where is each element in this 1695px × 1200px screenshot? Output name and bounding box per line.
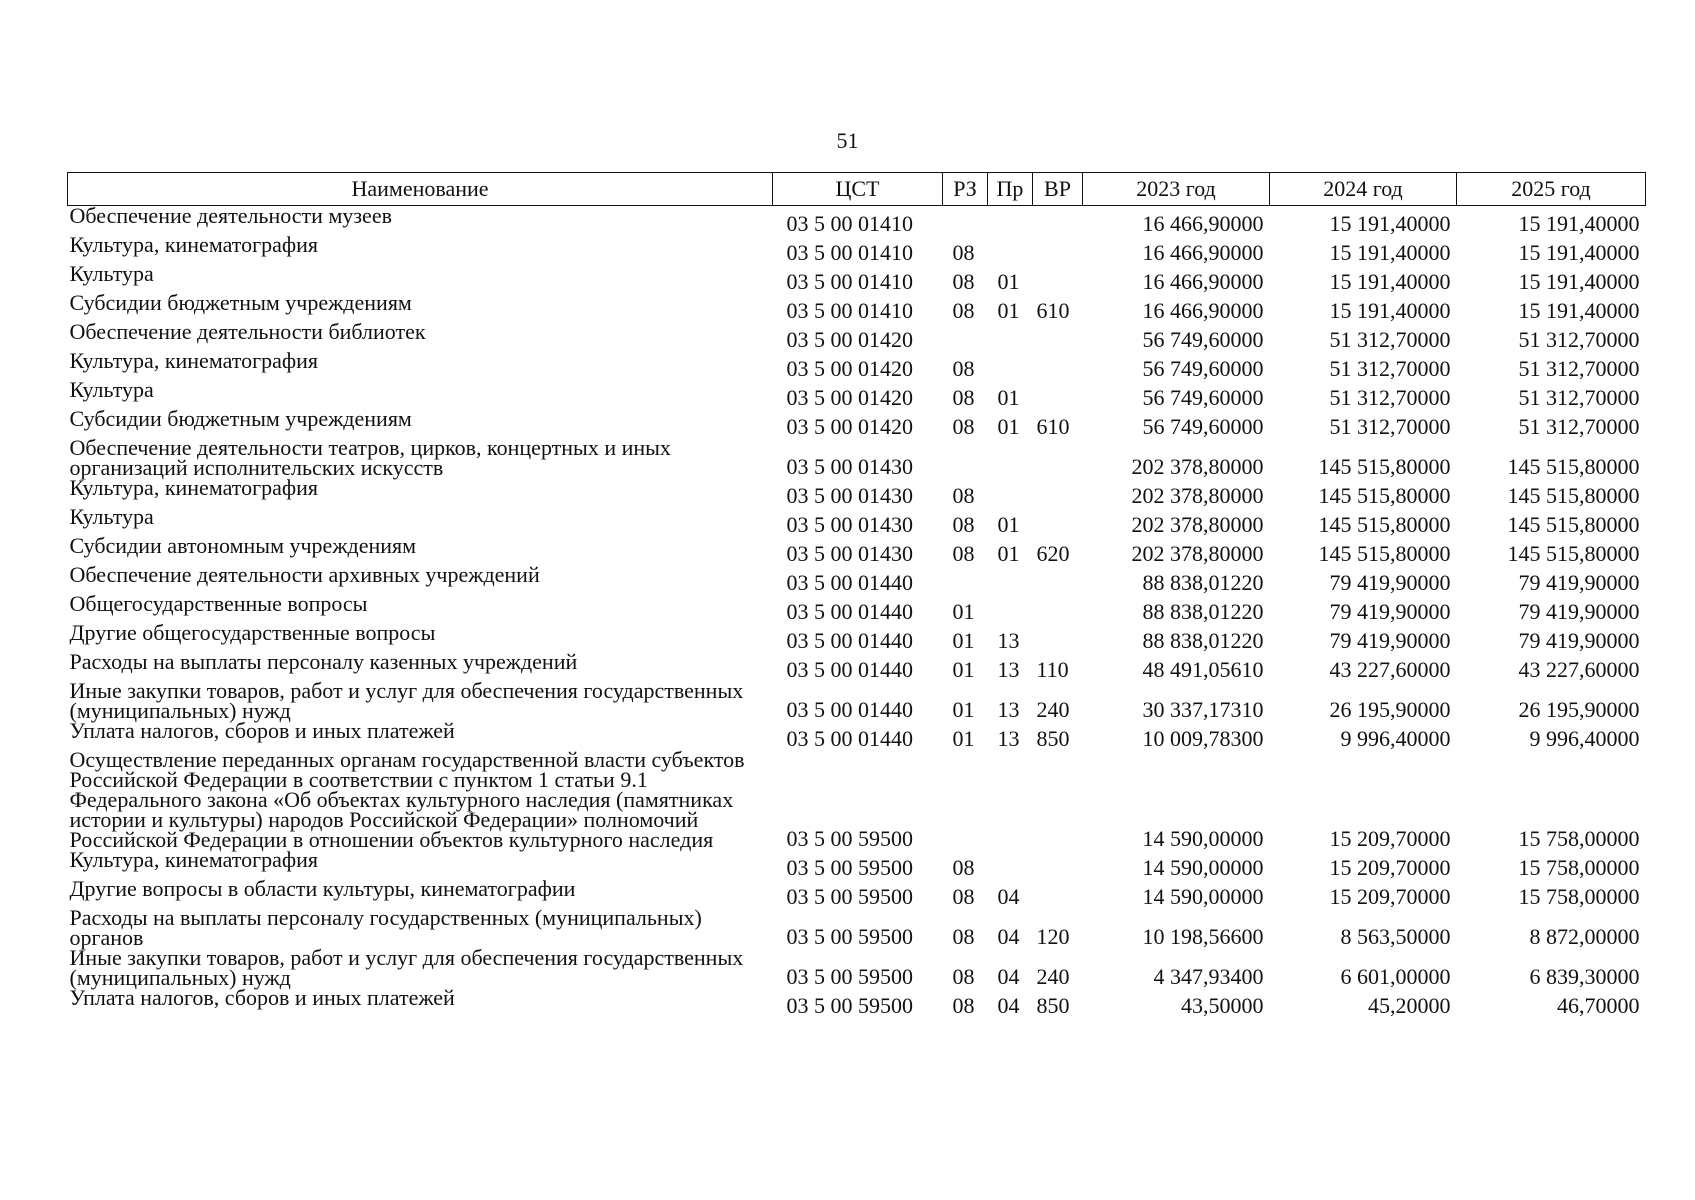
row-amount-2023: 202 378,80000 (1131, 454, 1264, 479)
row-vr: 120 (1036, 924, 1070, 949)
row-amount-2024: 51 312,70000 (1329, 414, 1451, 439)
row-rz (943, 322, 988, 351)
row-pr: 04 (997, 924, 1020, 949)
row-name: Другие вопросы в области культуры, кинематографии (69, 876, 576, 901)
row-pr (988, 850, 1033, 879)
row-pr (988, 206, 1033, 236)
column-header-2024: 2024 год (1270, 173, 1457, 206)
column-header-2023: 2023 год (1083, 173, 1270, 206)
row-pr: 13 (997, 697, 1020, 722)
row-cst: 03 5 00 01410 (786, 240, 913, 265)
row-amount-2024: 45,20000 (1368, 993, 1451, 1018)
row-amount-2024: 15 209,70000 (1329, 884, 1451, 909)
row-amount-2024: 15 191,40000 (1329, 298, 1451, 323)
row-amount-2024: 15 191,40000 (1329, 240, 1451, 265)
row-amount-2023: 56 749,60000 (1142, 356, 1264, 381)
row-pr: 01 (997, 298, 1020, 323)
row-amount-2025: 15 191,40000 (1518, 211, 1640, 236)
row-amount-2024: 8 563,50000 (1340, 924, 1451, 949)
row-cst: 03 5 00 01430 (786, 541, 913, 566)
row-name: Субсидии бюджетным учреждениям (69, 406, 412, 431)
row-rz: 01 (952, 657, 975, 682)
row-amount-2025: 145 515,80000 (1507, 483, 1640, 508)
row-amount-2023: 10 198,56600 (1142, 924, 1264, 949)
row-amount-2023: 48 491,05610 (1142, 657, 1264, 682)
row-amount-2025: 145 515,80000 (1507, 454, 1640, 479)
row-rz: 01 (952, 628, 975, 653)
row-pr: 04 (997, 993, 1020, 1018)
row-rz (943, 206, 988, 236)
row-amount-2023: 30 337,17310 (1142, 697, 1264, 722)
row-amount-2025: 15 758,00000 (1518, 884, 1640, 909)
row-vr (1033, 565, 1083, 594)
row-rz: 08 (952, 884, 975, 909)
row-rz: 08 (952, 385, 975, 410)
row-amount-2025: 51 312,70000 (1518, 385, 1640, 410)
row-rz: 01 (952, 599, 975, 624)
row-amount-2025: 15 191,40000 (1518, 269, 1640, 294)
row-pr (988, 750, 1033, 850)
row-amount-2025: 8 872,00000 (1529, 924, 1640, 949)
row-vr (1033, 879, 1083, 908)
row-amount-2024: 9 996,40000 (1340, 726, 1451, 751)
table-row (68, 750, 1646, 850)
row-amount-2023: 88 838,01220 (1142, 628, 1264, 653)
row-cst: 03 5 00 01420 (786, 356, 913, 381)
table-row (68, 478, 1646, 507)
column-header-2025: 2025 год (1457, 173, 1646, 206)
row-amount-2023: 56 749,60000 (1142, 414, 1264, 439)
row-name: Общегосударственные вопросы (69, 591, 368, 616)
row-cst: 03 5 00 59500 (786, 924, 913, 949)
row-rz: 01 (952, 697, 975, 722)
row-rz: 08 (952, 541, 975, 566)
row-vr (1033, 438, 1083, 478)
row-pr: 01 (997, 385, 1020, 410)
row-amount-2023: 14 590,00000 (1142, 855, 1264, 880)
row-amount-2023: 4 347,93400 (1153, 964, 1264, 989)
row-pr: 01 (997, 541, 1020, 566)
row-vr: 240 (1036, 697, 1070, 722)
row-amount-2025: 145 515,80000 (1507, 541, 1640, 566)
row-rz: 01 (952, 726, 975, 751)
row-amount-2025: 15 758,00000 (1518, 826, 1640, 851)
row-vr (1033, 478, 1083, 507)
row-amount-2025: 145 515,80000 (1507, 512, 1640, 537)
row-cst: 03 5 00 01430 (786, 483, 913, 508)
row-amount-2023: 202 378,80000 (1131, 541, 1264, 566)
table-row (68, 507, 1646, 536)
row-amount-2023: 16 466,90000 (1142, 211, 1264, 236)
row-vr: 110 (1036, 657, 1069, 682)
row-name: Расходы на выплаты персоналу государственных (муниципальных) органов (69, 905, 702, 950)
row-name: Обеспечение деятельности музеев (69, 203, 392, 228)
row-amount-2025: 51 312,70000 (1518, 327, 1640, 352)
row-cst: 03 5 00 01440 (786, 657, 913, 682)
row-amount-2023: 14 590,00000 (1142, 826, 1264, 851)
row-amount-2025: 46,70000 (1557, 993, 1640, 1018)
row-pr: 04 (997, 884, 1020, 909)
row-name: Иные закупки товаров, работ и услуг для обеспечения государственных (муниципальных) нужд (69, 678, 744, 723)
table-row (68, 206, 1646, 236)
row-amount-2023: 56 749,60000 (1142, 385, 1264, 410)
row-name: Культура (69, 261, 154, 286)
row-cst: 03 5 00 01440 (786, 726, 913, 751)
row-name: Культура, кинематография (69, 475, 319, 500)
row-cst: 03 5 00 01410 (786, 211, 913, 236)
table-row (68, 438, 1646, 478)
row-name: Обеспечение деятельности театров, цирков, концертных и иных организаций исполнительских искусств (69, 435, 671, 480)
row-amount-2024: 15 191,40000 (1329, 269, 1451, 294)
row-vr (1033, 750, 1083, 850)
row-amount-2025: 79 419,90000 (1518, 570, 1640, 595)
row-amount-2024: 51 312,70000 (1329, 385, 1451, 410)
row-cst: 03 5 00 01440 (786, 599, 913, 624)
row-amount-2024: 15 191,40000 (1329, 211, 1451, 236)
row-name: Субсидии автономным учреждениям (69, 533, 417, 558)
row-amount-2023: 10 009,78300 (1142, 726, 1264, 751)
row-cst: 03 5 00 59500 (786, 993, 913, 1018)
row-vr (1033, 380, 1083, 409)
row-rz: 08 (952, 924, 975, 949)
table-row (68, 879, 1646, 908)
row-name: Уплата налогов, сборов и иных платежей (69, 718, 455, 743)
row-amount-2023: 16 466,90000 (1142, 298, 1264, 323)
row-rz (943, 565, 988, 594)
row-cst: 03 5 00 01420 (786, 385, 913, 410)
row-rz: 08 (952, 855, 975, 880)
row-amount-2025: 15 191,40000 (1518, 298, 1640, 323)
row-rz: 08 (952, 414, 975, 439)
row-pr: 13 (997, 657, 1020, 682)
row-amount-2023: 88 838,01220 (1142, 570, 1264, 595)
row-amount-2023: 16 466,90000 (1142, 269, 1264, 294)
table-row (68, 409, 1646, 438)
row-amount-2025: 26 195,90000 (1518, 697, 1640, 722)
row-amount-2025: 79 419,90000 (1518, 599, 1640, 624)
row-cst: 03 5 00 59500 (786, 884, 913, 909)
table-row (68, 908, 1646, 948)
row-amount-2023: 14 590,00000 (1142, 884, 1264, 909)
row-name: Культура, кинематография (69, 847, 319, 872)
row-amount-2025: 43 227,60000 (1518, 657, 1640, 682)
row-pr (988, 594, 1033, 623)
row-name: Обеспечение деятельности архивных учреждений (69, 562, 540, 587)
row-pr (988, 235, 1033, 264)
row-cst: 03 5 00 59500 (786, 826, 913, 851)
row-pr (988, 438, 1033, 478)
table-row (68, 322, 1646, 351)
row-amount-2023: 88 838,01220 (1142, 599, 1264, 624)
row-amount-2024: 145 515,80000 (1318, 512, 1451, 537)
table-row (68, 721, 1646, 750)
row-vr (1033, 507, 1083, 536)
row-name: Культура (69, 377, 154, 402)
row-amount-2023: 202 378,80000 (1131, 512, 1264, 537)
row-amount-2024: 145 515,80000 (1318, 483, 1451, 508)
table-row (68, 565, 1646, 594)
budget-table (67, 172, 1646, 1017)
row-name: Уплата налогов, сборов и иных платежей (69, 985, 455, 1010)
row-pr (988, 322, 1033, 351)
row-rz: 08 (952, 964, 975, 989)
row-amount-2024: 79 419,90000 (1329, 599, 1451, 624)
row-amount-2023: 56 749,60000 (1142, 327, 1264, 352)
row-amount-2025: 79 419,90000 (1518, 628, 1640, 653)
table-row (68, 681, 1646, 721)
row-amount-2023: 43,50000 (1181, 993, 1264, 1018)
row-name: Другие общегосударственные вопросы (69, 620, 436, 645)
row-name: Культура (69, 504, 154, 529)
row-vr (1033, 351, 1083, 380)
row-name: Культура, кинематография (69, 232, 319, 257)
column-header-rz: РЗ (943, 173, 988, 206)
row-amount-2024: 79 419,90000 (1329, 628, 1451, 653)
table-row (68, 264, 1646, 293)
row-name: Культура, кинематография (69, 348, 319, 373)
row-vr (1033, 235, 1083, 264)
table-row (68, 536, 1646, 565)
row-rz: 08 (952, 512, 975, 537)
row-cst: 03 5 00 01420 (786, 414, 913, 439)
table-row (68, 293, 1646, 322)
row-amount-2025: 9 996,40000 (1529, 726, 1640, 751)
table-row (68, 594, 1646, 623)
table-row (68, 235, 1646, 264)
row-amount-2024: 51 312,70000 (1329, 327, 1451, 352)
row-pr: 13 (997, 628, 1020, 653)
row-cst: 03 5 00 01430 (786, 512, 913, 537)
row-amount-2023: 16 466,90000 (1142, 240, 1264, 265)
row-amount-2024: 26 195,90000 (1329, 697, 1451, 722)
row-cst: 03 5 00 01440 (786, 570, 913, 595)
row-amount-2025: 15 191,40000 (1518, 240, 1640, 265)
table-row (68, 351, 1646, 380)
row-vr (1033, 322, 1083, 351)
row-vr: 620 (1036, 541, 1070, 566)
row-vr (1033, 206, 1083, 236)
row-name: Обеспечение деятельности библиотек (69, 319, 426, 344)
table-row (68, 623, 1646, 652)
row-vr (1033, 850, 1083, 879)
row-rz: 08 (952, 993, 975, 1018)
table-row (68, 380, 1646, 409)
column-header-pr: Пр (988, 173, 1033, 206)
row-vr: 610 (1036, 298, 1070, 323)
column-header-name: Наименование (68, 173, 773, 206)
row-rz: 08 (952, 298, 975, 323)
row-amount-2024: 79 419,90000 (1329, 570, 1451, 595)
row-amount-2024: 15 209,70000 (1329, 855, 1451, 880)
row-vr: 850 (1036, 726, 1070, 751)
row-cst: 03 5 00 01410 (786, 298, 913, 323)
row-cst: 03 5 00 59500 (786, 964, 913, 989)
row-pr: 04 (997, 964, 1020, 989)
row-cst: 03 5 00 01420 (786, 327, 913, 352)
row-rz: 08 (952, 483, 975, 508)
table-row (68, 850, 1646, 879)
row-amount-2025: 15 758,00000 (1518, 855, 1640, 880)
row-pr: 01 (997, 269, 1020, 294)
row-cst: 03 5 00 01440 (786, 697, 913, 722)
row-amount-2024: 51 312,70000 (1329, 356, 1451, 381)
row-rz (943, 438, 988, 478)
row-amount-2024: 145 515,80000 (1318, 541, 1451, 566)
row-rz (943, 750, 988, 850)
row-amount-2024: 6 601,00000 (1340, 964, 1451, 989)
table-row (68, 948, 1646, 988)
table-row (68, 652, 1646, 681)
row-cst: 03 5 00 01430 (786, 454, 913, 479)
column-header-cst: ЦСТ (773, 173, 943, 206)
table-row (68, 988, 1646, 1017)
row-amount-2023: 202 378,80000 (1131, 483, 1264, 508)
row-vr (1033, 594, 1083, 623)
row-vr (1033, 623, 1083, 652)
row-name: Осуществление переданных органам государственной власти субъектов Российской Федерации в соответствии с пунктом 1 статьи 9.1 Федерального закона «Об объектах культурного наследия (памятниках истории и культуры) народов Российской Федерации» полномочий Российской Федерации в отношении объектов культурного наследия (69, 747, 745, 852)
row-pr: 01 (997, 512, 1020, 537)
row-amount-2024: 15 209,70000 (1329, 826, 1451, 851)
row-pr: 01 (997, 414, 1020, 439)
row-pr: 13 (997, 726, 1020, 751)
row-pr (988, 351, 1033, 380)
row-pr (988, 565, 1033, 594)
table-header (68, 173, 1646, 206)
row-rz: 08 (952, 240, 975, 265)
row-cst: 03 5 00 01410 (786, 269, 913, 294)
row-pr (988, 478, 1033, 507)
row-amount-2025: 51 312,70000 (1518, 356, 1640, 381)
row-vr: 850 (1036, 993, 1070, 1018)
row-vr: 240 (1036, 964, 1070, 989)
row-amount-2025: 6 839,30000 (1529, 964, 1640, 989)
row-rz: 08 (952, 269, 975, 294)
row-name: Иные закупки товаров, работ и услуг для обеспечения государственных (муниципальных) нужд (69, 945, 744, 990)
row-cst: 03 5 00 59500 (786, 855, 913, 880)
row-name: Расходы на выплаты персоналу казенных учреждений (69, 649, 578, 674)
table-body (68, 203, 1646, 1018)
row-vr (1033, 264, 1083, 293)
row-amount-2024: 145 515,80000 (1318, 454, 1451, 479)
row-amount-2024: 43 227,60000 (1329, 657, 1451, 682)
row-cst: 03 5 00 01440 (786, 628, 913, 653)
row-amount-2025: 51 312,70000 (1518, 414, 1640, 439)
column-header-vr: ВР (1033, 173, 1083, 206)
row-rz: 08 (952, 356, 975, 381)
page-number: 51 (836, 128, 859, 153)
row-name: Субсидии бюджетным учреждениям (69, 290, 412, 315)
row-vr: 610 (1036, 414, 1070, 439)
